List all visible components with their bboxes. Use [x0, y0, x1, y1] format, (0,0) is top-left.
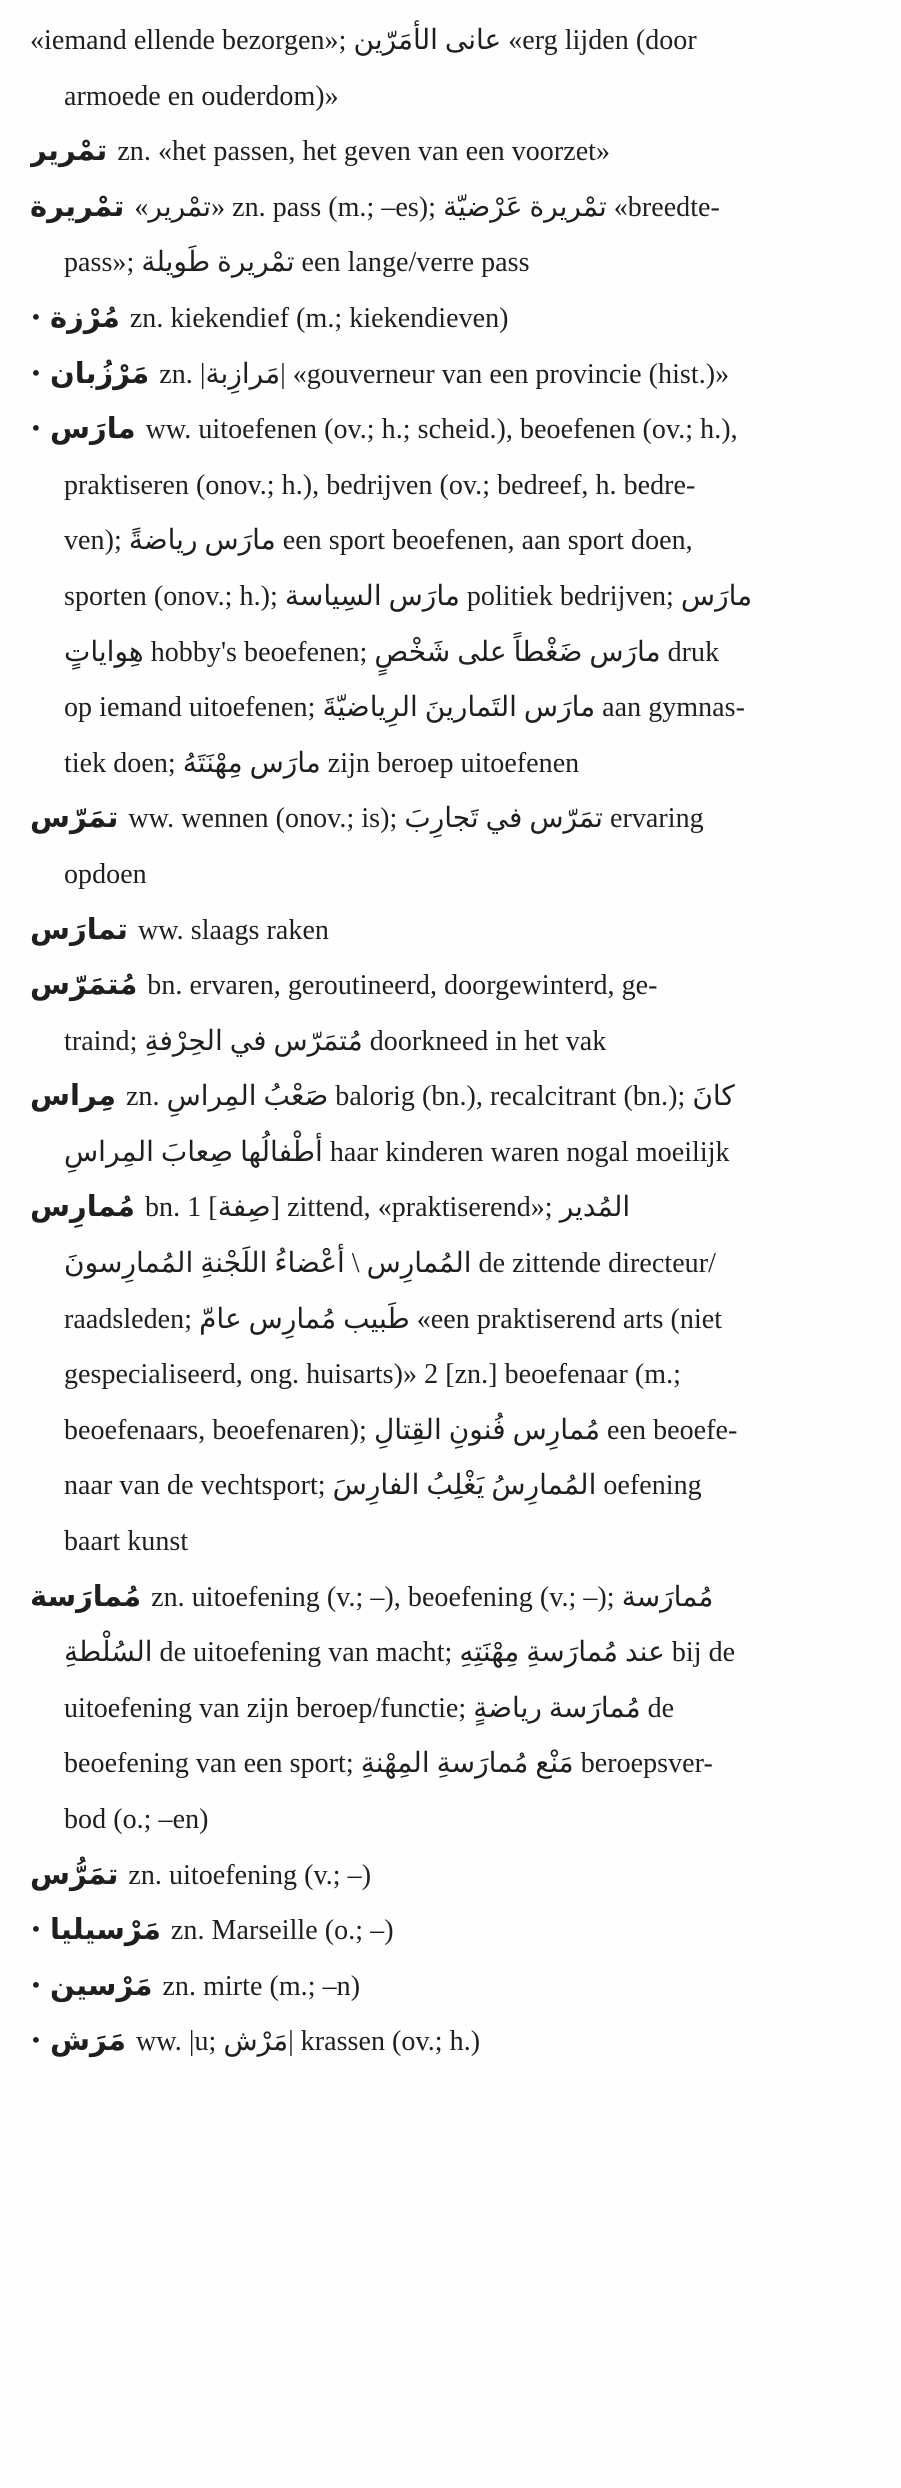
headword: تمْرير [30, 133, 108, 168]
headword: مِراس [30, 1078, 116, 1113]
entry-text: السُلْطةِ de uitoefening van macht; عند مُمارَسةِ مِهْنَتِهِ bij de [64, 1637, 736, 1669]
entry-text: raadsleden; طَبيب مُمارِس عامّ «een praktiserend arts (niet [64, 1303, 723, 1335]
entry-line [30, 457, 870, 513]
entry-text: ven); مارَس رياضةً een sport beoefenen, aan sport doen, [64, 525, 693, 557]
entry-text: zn. صَعْبُ المِراسِ balorig (bn.), recalcitrant (bn.); كانَ [125, 1081, 735, 1113]
entry-headline [30, 1179, 870, 1235]
entry-text: traind; مُتمَرّس في الحِرْفةِ doorkneed in het vak [64, 1025, 607, 1057]
entry-line [30, 1624, 870, 1680]
entry-line [30, 624, 870, 680]
entry-line [30, 12, 870, 68]
entry-text: المُمارِس \ أعْضاءُ اللَجْنةِ المُمارِسونَ de zittende directeur/ [64, 1248, 716, 1280]
entry-text: zn. kiekendief (m.; kiekendieven) [129, 302, 509, 334]
entry-text: zn. uitoefening (v.; –), beoefening (v.; –); مُمارَسة [151, 1581, 714, 1613]
entry-line [30, 735, 870, 791]
entry-headline [30, 1958, 870, 2014]
headword: تمَرُّس [30, 1856, 119, 1891]
entry-text: ww. wennen (onov.; is); تمَرّس في تَجارِبَ ervaring [128, 803, 704, 835]
entry-line [30, 679, 870, 735]
headword: مَرْزُبان [50, 355, 150, 390]
entry-text: zn. uitoefening (v.; –) [128, 1859, 372, 1891]
entry-text: baart kunst [64, 1526, 189, 1558]
entry-text: praktiseren (onov.; h.), bedrijven (ov.; bedreef, h. bedre- [64, 469, 696, 501]
entry-text: uitoefening van zijn beroep/functie; مُمارَسة رياضةٍ de [64, 1692, 675, 1724]
entry-headline [30, 2013, 870, 2069]
bullet-icon: • [30, 1972, 42, 1997]
entry-text: أطْفالُها صِعابَ المِراسِ haar kinderen waren nogal moeilijk [64, 1136, 730, 1168]
entry-line [30, 1457, 870, 1513]
headword: مُتمَرّس [30, 967, 138, 1002]
entry-headline [30, 1847, 870, 1903]
entry-text: sporten (onov.; h.); مارَس السِياسة politiek bedrijven; مارَس [64, 580, 753, 612]
entry-text: beoefening van een sport; مَنْع مُمارَسةِ المِهْنةِ beroepsver- [64, 1748, 713, 1780]
entry-text: zn. «het passen, het geven van een voorzet» [117, 136, 611, 168]
entry-line [30, 234, 870, 290]
entry-text: bn. 1 [صِفة] zittend, «praktiserend»; المُدير [145, 1192, 631, 1224]
entry-text: zn. |مَرازِبة| «gouverneur van een provincie (hist.)» [159, 358, 730, 390]
entry-text: op iemand uitoefenen; مارَس التَمارينَ الرِياضيّةَ aan gymnas- [64, 692, 745, 724]
entry-line [30, 1124, 870, 1180]
entry-text: «iemand ellende bezorgen»; عانى الأمَرّين «erg lijden (door [30, 25, 697, 56]
entry-text: pass»; تمْريرة طَويلة een lange/verre pass [64, 247, 530, 279]
entry-text: ww. |u; مَرْش| krassen (ov.; h.) [136, 2026, 481, 2058]
entry-text: bod (o.; –en) [64, 1804, 209, 1835]
entry-headline [30, 790, 870, 846]
entry-line [30, 1791, 870, 1847]
bullet-icon: • [30, 360, 42, 385]
bullet-icon: • [30, 2028, 42, 2053]
entry-headline [30, 1068, 870, 1124]
entry-text: armoede en ouderdom)» [64, 80, 339, 112]
entry-headline [30, 902, 870, 958]
entry-line [30, 1680, 870, 1736]
headword: تمارَس [30, 911, 128, 946]
headword: تمَرّس [30, 800, 119, 835]
bullet-icon: • [30, 416, 42, 441]
entry-line [30, 1402, 870, 1458]
entry-line [30, 1735, 870, 1791]
entry-line [30, 846, 870, 902]
entry-headline [30, 179, 870, 235]
headword: مَرْسيليا [50, 1912, 161, 1947]
entry-line [30, 568, 870, 624]
entry-line [30, 1513, 870, 1569]
headword: مَرَش [50, 2023, 127, 2058]
entry-text: «تمْرير» zn. pass (m.; –es); تمْريرة عَرْضيّة «breedte- [134, 191, 720, 223]
entry-line [30, 512, 870, 568]
headword: تمْريرة [30, 188, 125, 223]
entry-text: zn. Marseille (o.; –) [170, 1915, 394, 1947]
entry-text: gespecialiseerd, ong. huisarts)» 2 [zn.] beoefenaar (m.; [64, 1359, 681, 1391]
entry-headline [30, 401, 870, 457]
entry-line [30, 1346, 870, 1402]
bullet-icon: • [30, 1917, 42, 1942]
entry-line [30, 1235, 870, 1291]
entry-text: zn. mirte (m.; –n) [162, 1970, 361, 2002]
bullet-icon: • [30, 304, 42, 329]
entry-headline [30, 123, 870, 179]
entry-headline [30, 1902, 870, 1958]
headword: مُمارَسة [30, 1578, 142, 1613]
entry-line [30, 68, 870, 124]
entry-text: tiek doen; مارَس مِهْنَتَهُ zijn beroep uitoefenen [64, 747, 580, 779]
entry-text: bn. ervaren, geroutineerd, doorgewinterd, ge- [147, 970, 658, 1002]
headword: مَرْسين [50, 1967, 153, 2002]
headword: مارَس [50, 411, 136, 446]
entry-text: beoefenaars, beoefenaren); مُمارِس فُنونِ القِتالِ een beoefe- [64, 1414, 738, 1446]
entry-text: هِواياتٍ hobby's beoefenen; مارَس ضَغْطاً على شَخْصٍ druk [64, 636, 720, 668]
entry-headline [30, 957, 870, 1013]
entry-headline [30, 346, 870, 402]
entry-list [30, 12, 870, 2069]
entry-text: naar van de vechtsport; المُمارِسُ يَغْلِبُ الفارِسَ oefening [64, 1470, 702, 1502]
entry-headline [30, 290, 870, 346]
entry-headline [30, 1569, 870, 1625]
headword: مُمارِس [30, 1189, 135, 1224]
entry-line [30, 1013, 870, 1069]
entry-text: opdoen [64, 858, 147, 890]
entry-text: ww. uitoefenen (ov.; h.; scheid.), beoefenen (ov.; h.), [145, 414, 738, 446]
entry-text: ww. slaags raken [137, 914, 329, 946]
headword: مُرْزة [50, 299, 120, 334]
entry-line [30, 1291, 870, 1347]
